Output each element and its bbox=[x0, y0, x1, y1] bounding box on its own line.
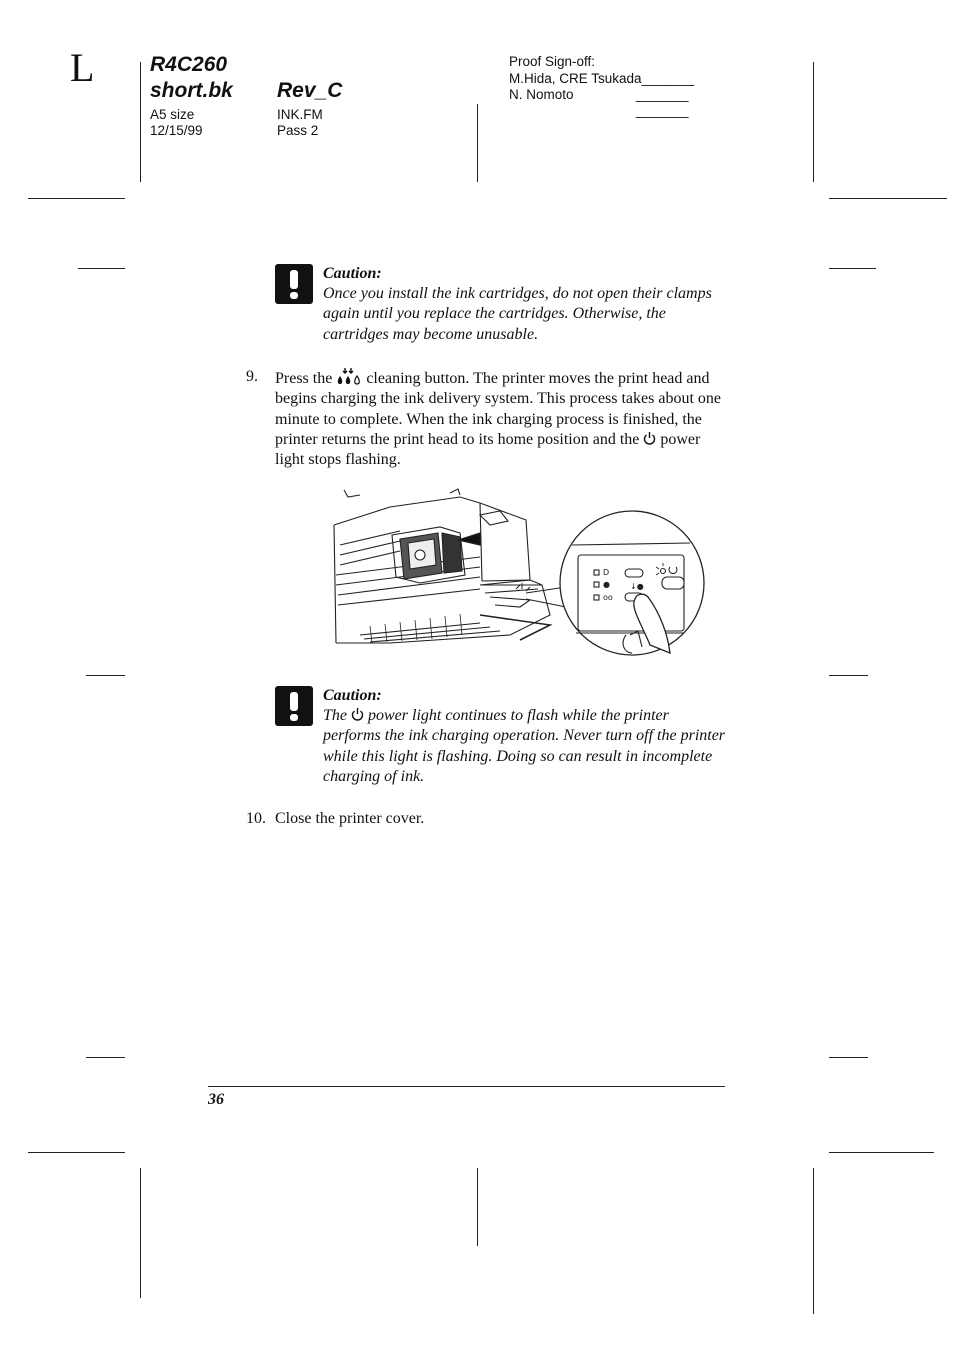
crop-mark bbox=[829, 198, 947, 199]
crop-mark bbox=[829, 1057, 868, 1058]
svg-text:oo: oo bbox=[603, 593, 613, 602]
crop-mark bbox=[813, 1168, 814, 1314]
book-title: short.bk bbox=[150, 79, 233, 102]
caution-text-part: The bbox=[323, 707, 347, 724]
step-number: 10. bbox=[246, 810, 266, 827]
model-title: R4C260 bbox=[150, 53, 228, 76]
caution-exclamation-icon bbox=[275, 264, 313, 304]
power-icon bbox=[643, 431, 656, 445]
caution-title: Caution: bbox=[323, 687, 382, 704]
header-date: 12/15/99 bbox=[150, 123, 203, 138]
proof-title: Proof Sign-off: bbox=[509, 54, 596, 69]
pass-info: Pass 2 bbox=[277, 123, 319, 138]
crop-mark bbox=[829, 675, 868, 676]
page-side-letter: L bbox=[70, 45, 95, 90]
caution-text: Once you install the ink cartridges, do not open their clamps again until you replace the cartridges. Otherwise, the cartridges may become unusable. bbox=[323, 285, 712, 343]
caution-title: Caution: bbox=[323, 265, 382, 282]
step-number: 9. bbox=[246, 368, 258, 385]
svg-text:D: D bbox=[603, 568, 610, 577]
crop-mark bbox=[477, 104, 478, 182]
crop-mark bbox=[477, 1168, 478, 1246]
crop-mark bbox=[140, 1168, 141, 1298]
caution-text bbox=[323, 706, 728, 787]
printer-cleaning-illustration bbox=[330, 485, 710, 660]
step-text-part: Press the bbox=[275, 370, 333, 387]
caution-exclamation-icon bbox=[275, 686, 313, 726]
step-text-part: power light stops flashing. bbox=[275, 430, 701, 469]
file-name: INK.FM bbox=[277, 107, 323, 122]
footer-rule bbox=[208, 1086, 725, 1087]
crop-mark bbox=[813, 62, 814, 182]
page-size: A5 size bbox=[150, 107, 195, 122]
step-text-part: cleaning button. The printer moves the print head and begins charging the ink delivery system. This process takes about one minute to complete. When the ink charging process is finished, the printer returns the print head to its home position and the bbox=[275, 370, 721, 448]
svg-text:↓●: ↓● bbox=[630, 582, 644, 591]
step-text: Close the printer cover. bbox=[275, 810, 425, 827]
crop-mark bbox=[829, 1152, 934, 1153]
proof-blank-2: _______ bbox=[636, 103, 689, 118]
revision-title: Rev_C bbox=[277, 79, 343, 102]
crop-mark bbox=[28, 198, 125, 199]
caution-text-part: power light continues to flash while the printer performs the ink charging operation. Never turn off the printer while this light is flashing. Doing so can result in incomplete charging of ink. bbox=[323, 707, 726, 785]
step-text bbox=[275, 367, 725, 470]
proof-blank-1: _______ bbox=[636, 87, 689, 102]
crop-mark bbox=[86, 675, 125, 676]
power-icon bbox=[351, 707, 364, 721]
crop-mark bbox=[28, 1152, 125, 1153]
proof-line-1: M.Hida, CRE Tsukada_______ bbox=[509, 71, 695, 86]
page-number: 36 bbox=[208, 1091, 224, 1108]
crop-mark bbox=[86, 1057, 125, 1058]
crop-mark bbox=[140, 62, 141, 182]
crop-mark bbox=[829, 268, 876, 269]
svg-text:●: ● bbox=[603, 580, 610, 589]
proof-line-2: N. Nomoto bbox=[509, 87, 574, 102]
crop-mark bbox=[78, 268, 125, 269]
ink-cleaning-icon bbox=[336, 367, 362, 385]
